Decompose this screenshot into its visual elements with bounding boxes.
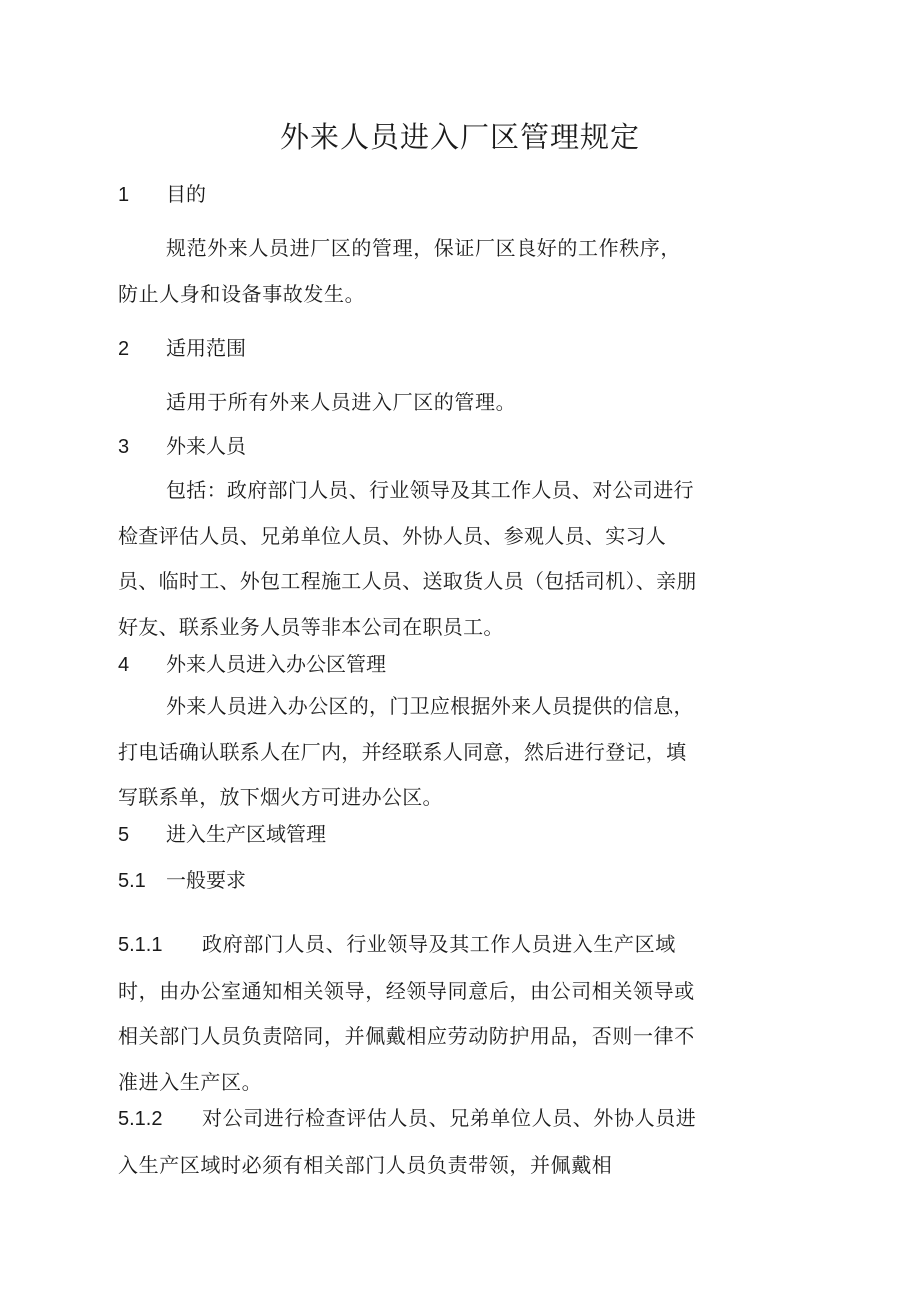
section-2-body: 适用于所有外来人员进入厂区的管理。	[166, 390, 517, 414]
section-1-body: 规范外来人员进厂区的管理，保证厂区良好的工作秩序，防止人身和设备事故发生。	[118, 236, 681, 306]
section-3-heading	[118, 426, 246, 467]
clause-5-1-1	[118, 922, 698, 1105]
section-number: 5.1	[118, 870, 146, 892]
section-4-heading	[118, 644, 386, 685]
section-title: 外来人员进入办公区管理	[166, 652, 386, 676]
clause-text: 对公司进行检查评估人员、兄弟单位人员、外协人员进入生产区域时必须有相关部门人员负责带领，并佩戴相	[118, 1106, 697, 1177]
section-title: 目的	[166, 182, 206, 206]
document-title: 外来人员进入厂区管理规定	[279, 120, 640, 154]
section-number: 2	[118, 338, 130, 360]
section-number: 1	[118, 184, 130, 206]
section-5-heading	[118, 814, 326, 855]
section-4-body: 外来人员进入办公区的，门卫应根据外来人员提供的信息，打电话确认联系人在厂内，并经联系人同意，然后进行登记，填写联系单，放下烟火方可进办公区。	[118, 694, 694, 809]
clause-5-1-2	[118, 1096, 698, 1188]
section-title: 外来人员	[166, 434, 246, 458]
section-3-body: 包括：政府部门人员、行业领导及其工作人员、对公司进行检查评估人员、兄弟单位人员、外协人员、参观人员、实习人员、临时工、外包工程施工人员、送取货人员（包括司机）、亲朋好友、联系业务人员等非本公司在职员工。	[118, 478, 697, 639]
section-number: 4	[118, 654, 130, 676]
section-title: 一般要求	[166, 868, 246, 892]
section-number: 5	[118, 824, 130, 846]
section-title: 适用范围	[166, 336, 246, 360]
clause-text: 政府部门人员、行业领导及其工作人员进入生产区域时，由办公室通知相关领导，经领导同意后，由公司相关领导或相关部门人员负责陪同，并佩戴相应劳动防护用品，否则一律不准进入生产区。	[118, 932, 695, 1094]
clause-number: 5.1.2	[118, 1108, 163, 1130]
section-2-heading	[118, 328, 246, 369]
section-title: 进入生产区域管理	[166, 822, 326, 846]
section-1-heading	[118, 174, 206, 215]
section-number: 3	[118, 436, 130, 458]
section-5-1-heading	[118, 860, 246, 901]
clause-number: 5.1.1	[118, 934, 163, 956]
